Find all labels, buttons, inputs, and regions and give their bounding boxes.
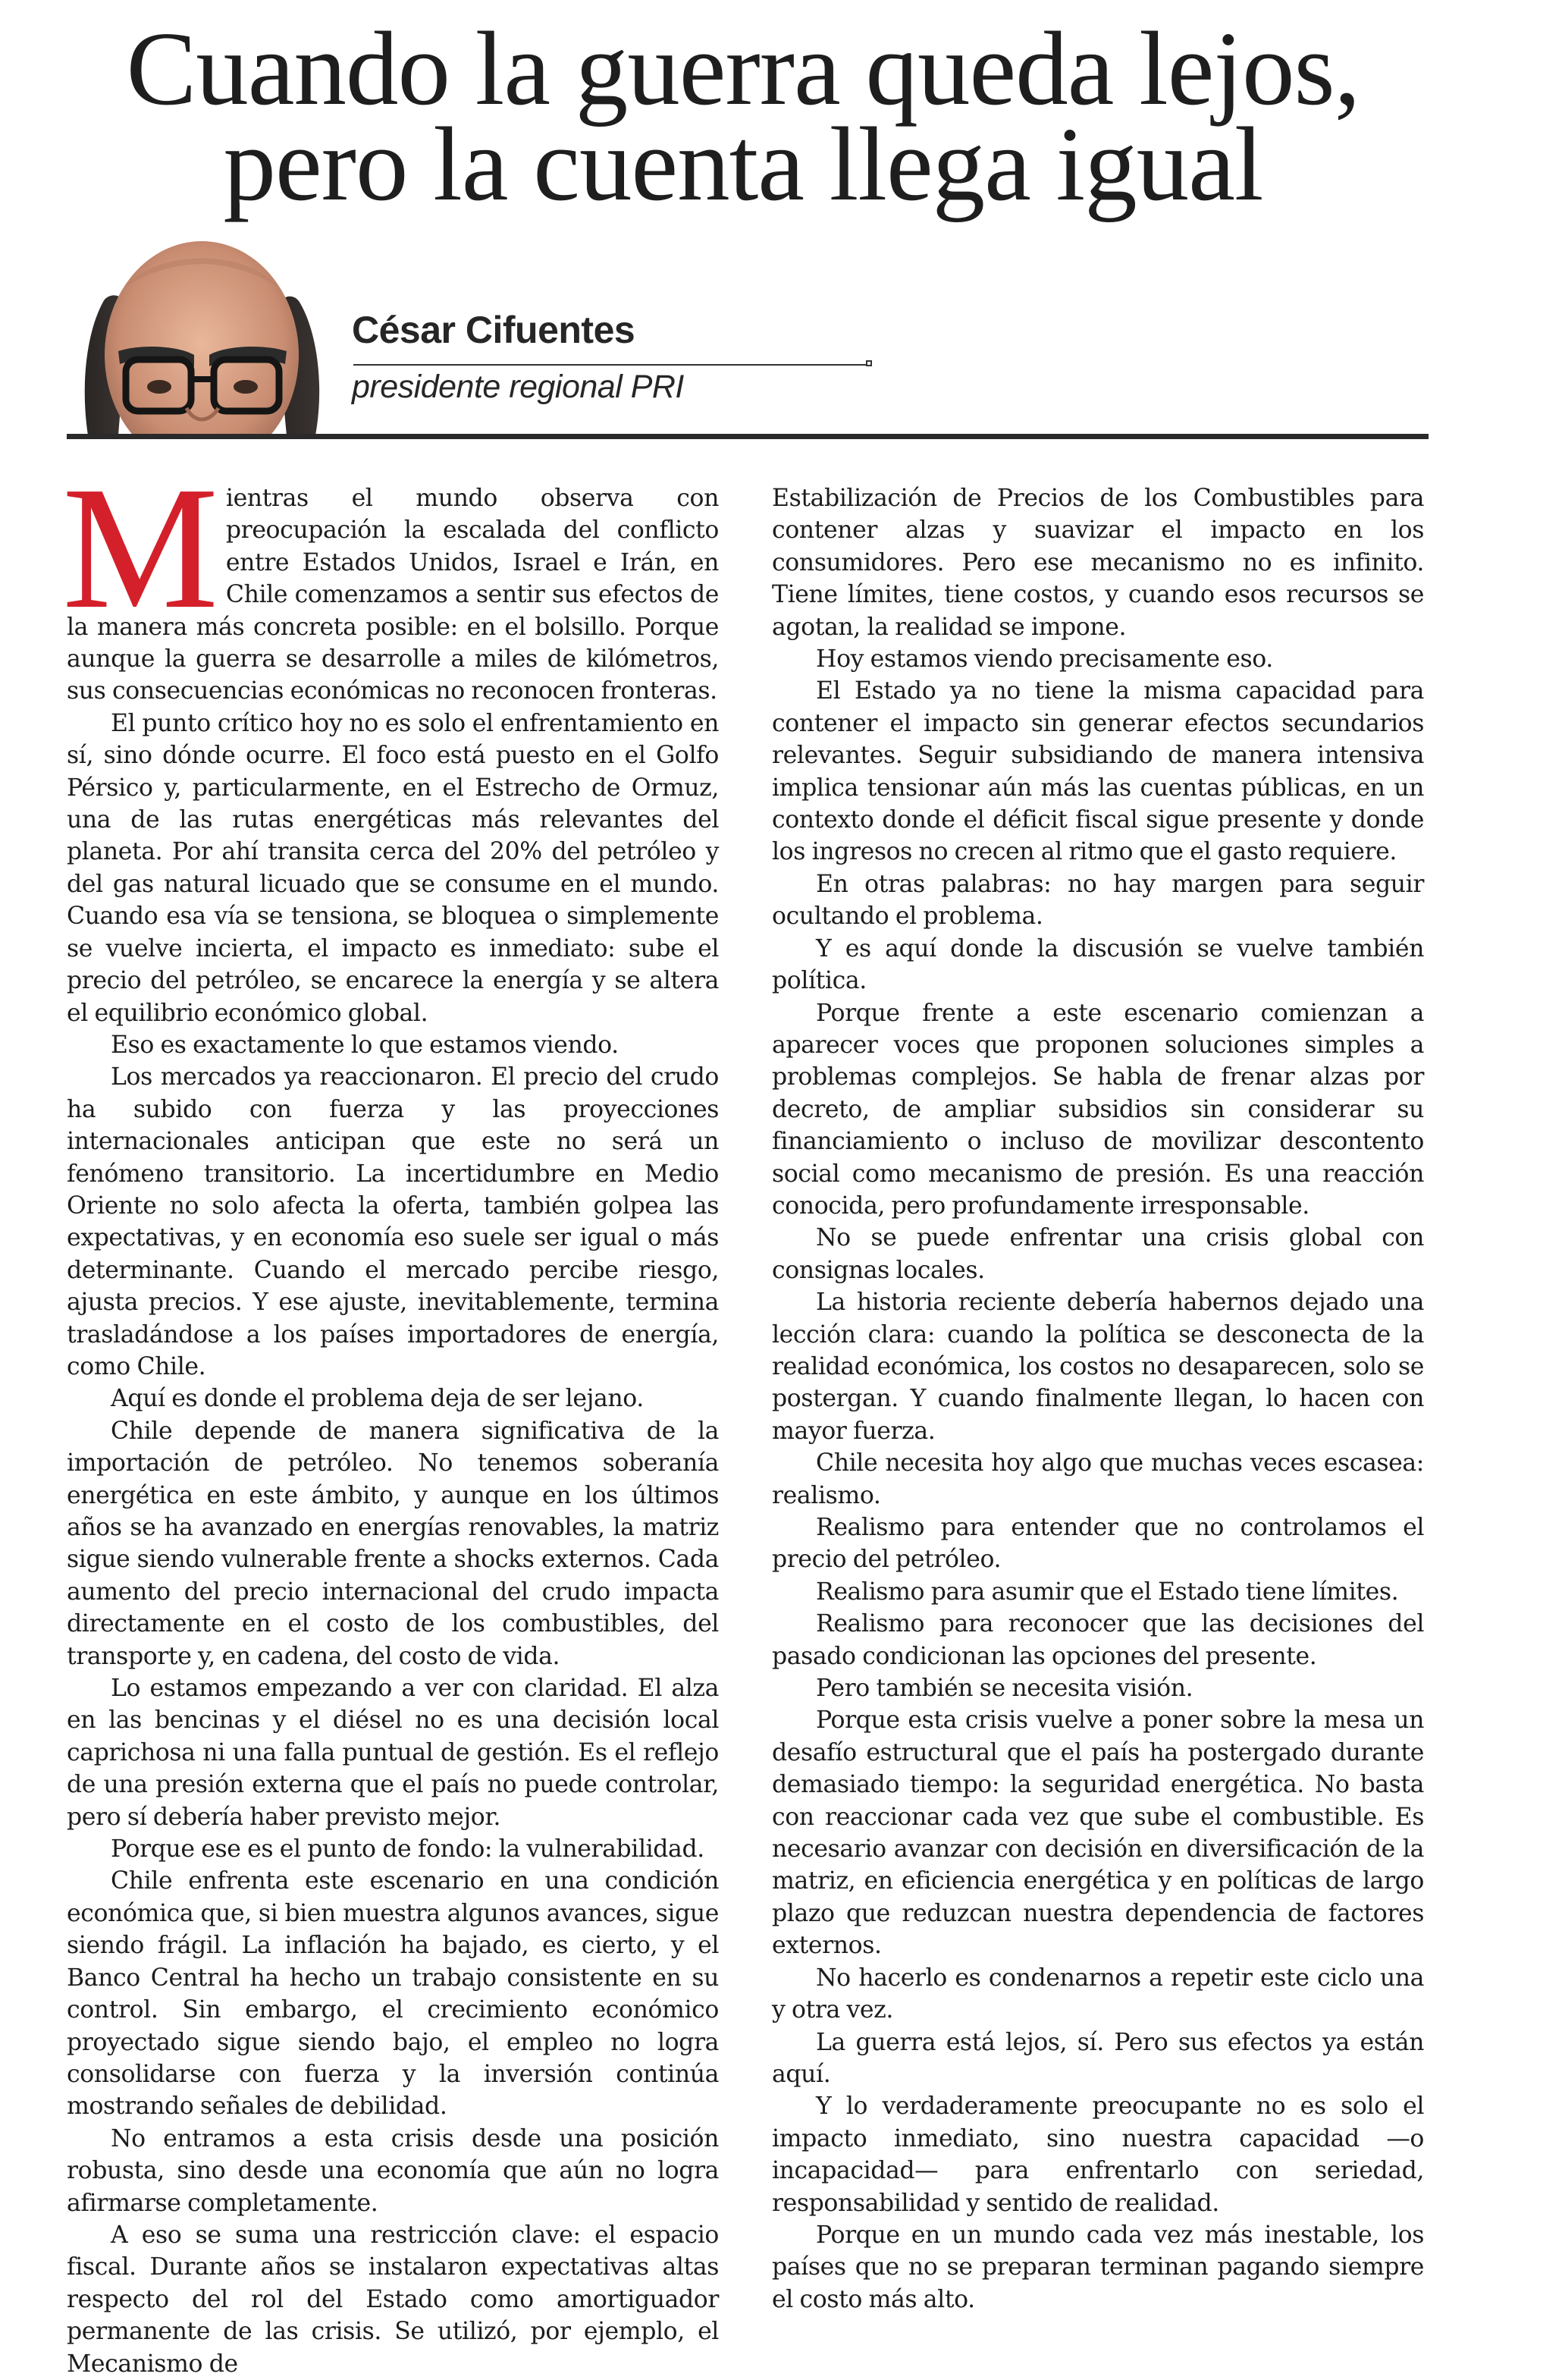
author-role: presidente regional PRI — [352, 369, 684, 405]
paragraph: Porque en un mundo cada vez más inestable, los países que no se preparan terminan pagando siempre el costo más alto. — [772, 2221, 1424, 2313]
paragraph: El Estado ya no tiene la misma capacidad para contener el impacto sin generar efectos secundarios relevantes. Seguir subsidiando de manera intensiva implica tensionar aún más las cuentas públicas, en un contexto donde el déficit fiscal sigue presente y donde los ingresos no crecen al ritmo que el gasto requiere. — [772, 677, 1424, 866]
header-divider — [67, 434, 1429, 439]
paragraph: No entramos a esta crisis desde una posición robusta, sino desde una economía que aún no logra afirmarse completamente. — [67, 2124, 719, 2217]
continued-paragraph: Estabilización de Precios de los Combustibles para contener alzas y suavizar el impacto en los consumidores. Pero ese mecanismo no es infinito. Tiene límites, tiene costos, y cuando esos recursos se agotan, la realidad se impone. — [772, 485, 1424, 641]
drop-cap: M — [62, 451, 218, 645]
article-column-left — [62, 451, 719, 2380]
paragraph: Chile necesita hoy algo que muchas veces escasea: realismo. — [772, 1449, 1424, 1509]
paragraph: Porque esta crisis vuelve a poner sobre la mesa un desafío estructural que el país ha postergado durante demasiado tiempo: la seguridad energética. No basta con reaccionar cada vez que sube el combustible. Es necesario avanzar con decisión en diversificación de la matriz, en eficiencia energética y en políticas de largo plazo que reduzcan nuestra dependencia de factores externos. — [772, 1707, 1424, 1960]
paragraph: Realismo para reconocer que las decisiones del pasado condicionan las opciones del presente. — [772, 1610, 1424, 1670]
byline-divider-end — [866, 360, 872, 366]
paragraph: Y es aquí donde la discusión se vuelve también política. — [772, 934, 1424, 995]
article-headline — [38, 11, 1448, 223]
paragraph: Realismo para entender que no controlamos el precio del petróleo. — [772, 1514, 1424, 1574]
paragraph: El punto crítico hoy no es solo el enfrentamiento en sí, sino dónde ocurre. El foco está puesto en el Golfo Pérsico y, particularmente, en el Estrecho de Ormuz, una de las rutas energéticas más relevantes del planeta. Por ahí transita cerca del 20% del petróleo y del gas natural licuado que se consume en el mundo. Cuando esa vía se tensiona, se bloquea o simplemente se vuelve incierta, el impacto es inmediato: sube el precio del petróleo, se encarece la energía y se altera el equilibrio económico global. — [67, 709, 719, 1027]
byline-divider — [353, 364, 869, 366]
first-paragraph — [62, 451, 719, 708]
paragraph-text: ientras el mundo observa con preocupación la escalada del conflicto entre Estados Unidos, Israel e Irán, en Chile comenzamos a sentir sus efectos de la manera más concreta posible: en el bolsillo. Porque aunque la guerra se desarrolle a miles de kilómetros, sus consecuencias económicas no reconocen fronteras. — [67, 485, 719, 705]
paragraph: No se puede enfrentar una crisis global con consignas locales. — [772, 1224, 1424, 1284]
paragraph: Porque frente a este escenario comienzan a aparecer voces que proponen soluciones simples a problemas complejos. Se habla de frenar alzas por decreto, de ampliar subsidios sin considerar su financiamiento o incluso de movilizar descontento social como mecanismo de presión. Es una reacción conocida, pero profundamente irresponsable. — [772, 999, 1424, 1220]
author-portrait-illustration — [73, 241, 331, 435]
paragraph: Hoy estamos viendo precisamente eso. — [816, 645, 1273, 673]
paragraph: Porque ese es el punto de fondo: la vulnerabilidad. — [111, 1835, 704, 1863]
headline-line-1: Cuando la guerra queda lejos, — [126, 11, 1360, 127]
paragraph: No hacerlo es condenarnos a repetir este ciclo una y otra vez. — [772, 1964, 1424, 2024]
paragraph: Lo estamos empezando a ver con claridad. El alza en las bencinas y el diésel no es una decisión local caprichosa ni una falla puntual de gestión. Es el reflejo de una presión externa que el país no puede controlar, pero sí debería haber previsto mejor. — [67, 1675, 719, 1831]
paragraph: Los mercados ya reaccionaron. El precio del crudo ha subido con fuerza y las proyecciones internacionales anticipan que este no será un fenómeno transitorio. La incertidumbre en Medio Oriente no solo afecta la oferta, también golpea las expectativas, y en economía eso suele ser igual o más determinante. Cuando el mercado percibe riesgo, ajusta precios. Y ese ajuste, inevitablemente, termina trasladándose a los países importadores de energía, como Chile. — [67, 1063, 719, 1380]
paragraph: La guerra está lejos, sí. Pero sus efectos ya están aquí. — [772, 2028, 1424, 2088]
paragraph: Y lo verdaderamente preocupante no es solo el impacto inmediato, sino nuestra capacidad —o incapacidad— para enfrentarlo con seriedad, responsabilidad y sentido de realidad. — [772, 2093, 1424, 2217]
paragraph: Chile depende de manera significativa de la importación de petróleo. No tenemos soberanía energética en este ámbito, y aunque en los últimos años se ha avanzado en energías renovables, la matriz sigue siendo vulnerable frente a shocks externos. Cada aumento del precio internacional del crudo impacta directamente en el costo de los combustibles, del transporte y, en cadena, del costo de vida. — [67, 1417, 719, 1670]
article-column-right — [772, 482, 1424, 2316]
paragraph: Eso es exactamente lo que estamos viendo. — [111, 1031, 619, 1059]
author-photo — [73, 241, 331, 435]
paragraph: Realismo para asumir que el Estado tiene límites. — [816, 1578, 1399, 1606]
headline-line-2: pero la cuenta llega igual — [223, 106, 1263, 223]
paragraph: En otras palabras: no hay margen para seguir ocultando el problema. — [772, 870, 1424, 931]
paragraph: Chile enfrenta este escenario en una condición económica que, si bien muestra algunos avances, sigue siendo frágil. La inflación ha bajado, es cierto, y el Banco Central ha hecho un trabajo consistente en su control. Sin embargo, el crecimiento económico proyectado sigue siendo bajo, el empleo no logra consolidarse con fuerza y la inversión continúa mostrando señales de debilidad. — [67, 1867, 719, 2121]
paragraph: A eso se suma una restricción clave: el espacio fiscal. Durante años se instalaron expectativas altas respecto del rol del Estado como amortiguador permanente de las crisis. Se utilizó, por ejemplo, el Mecanismo de — [67, 2221, 719, 2378]
paragraph: La historia reciente debería habernos dejado una lección clara: cuando la política se desconecta de la realidad económica, los costos no desaparecen, solo se postergan. Y cuando finalmente llegan, lo hacen con mayor fuerza. — [772, 1289, 1424, 1445]
author-name: César Cifuentes — [352, 309, 635, 351]
paragraph: Pero también se necesita visión. — [816, 1675, 1193, 1703]
paragraph: Aquí es donde el problema deja de ser lejano. — [111, 1385, 644, 1413]
